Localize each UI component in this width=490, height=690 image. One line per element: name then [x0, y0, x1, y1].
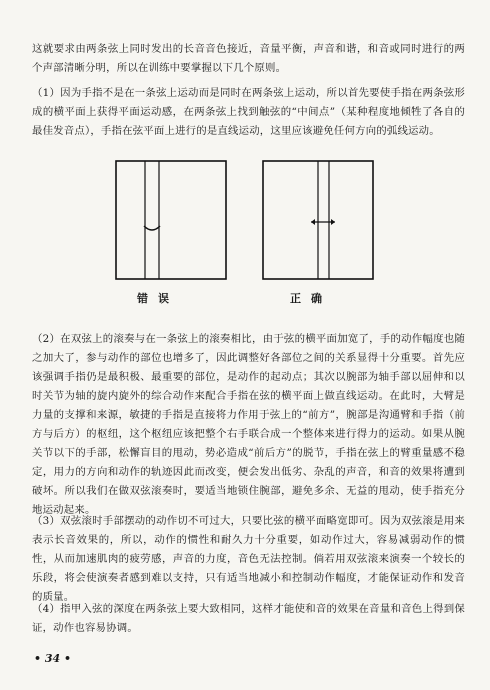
paragraph-principle-1: （1）因为手指不是在一条弦上运动而是同时在两条弦上运动，所以首先要使手指在两条弦形成的横平面上获得平面运动感，在两条弦上找到触弦的“中间点”（某种程度地倾牲了各自的最佳发音点），手指在弦平面上进行的是直线运动，这里应该避免任何方向的弧线运动。 [32, 87, 465, 137]
figure-incorrect-diagram [115, 160, 227, 280]
page-number: • 34 • [34, 652, 72, 665]
figure-frame [116, 161, 226, 279]
figure-correct-diagram [262, 160, 374, 280]
caption-correct: 正确 [290, 292, 332, 305]
paragraph-principle-3: （3）双弦滚时手部摆动的动作切不可过大，只要比弦的横平面略宽即可。因为双弦滚是用来表示长音效果的，所以，动作的惯性和耐久力十分重要，如动作过大，容易减弱动作的惯性，从而加速肌肉的疲劳感，声音的力度，音色无法控制。倘若用双弦滚来演奏一个较长的乐段，将会使演奏者感到难以支持，只有适当地减小和控制动作幅度，才能保证动作和发音的质量。 [32, 515, 465, 603]
caption-incorrect: 错误 [137, 292, 179, 305]
paragraph-principle-2: （2）在双弦上的滚奏与在一条弦上的滚奏相比，由于弦的横平面加宽了，手的动作幅度也随之加大了，参与动作的部位也增多了，因此调整好各部位之间的关系显得十分重要。首先应该强调手指仍是最积极、最重要的部位，是动作的起动点；其次以腕部为轴手部以屈伸和以时关节为轴的旋内旋外的综合动作来配合手指在弦的横平面上做直线运动。在此时，大臂是力量的支撑和来源，敏捷的手指是直接将力作用于弦上的“前方”，腕部是沟通臂和手指（前方与后方）的枢纽，这个枢纽应该把整个右手联合成一个整体来进行得力的运动。如果从腕关节以下的手部，松懈盲目的甩动，势必造成“前后方”的脱节，手指在弦上的臂重量感不稳定，用力的方向和动作的轨迹因此而改变，便会发出低劣、杂乱的声音，和音的效果将遭到破坏。所以我们在做双弦滚奏时，要适当地锁住腕部，避免多余、无益的甩动，使手指充分地运动起来。 [32, 333, 465, 516]
arc-motion-arrow [144, 226, 160, 230]
paragraph-principle-4: （4）指甲入弦的深度在两条弦上要大致相同，这样才能使和音的效果在音量和音色上得到保证，动作也容易协调。 [32, 603, 465, 634]
paragraph-intro: 这就要求由两条弦上同时发出的长音音色接近，音量平衡，声音和谐，和音或同时进行的两个声部清晰分明，所以在训练中要掌握以下几个原则。 [32, 43, 465, 74]
